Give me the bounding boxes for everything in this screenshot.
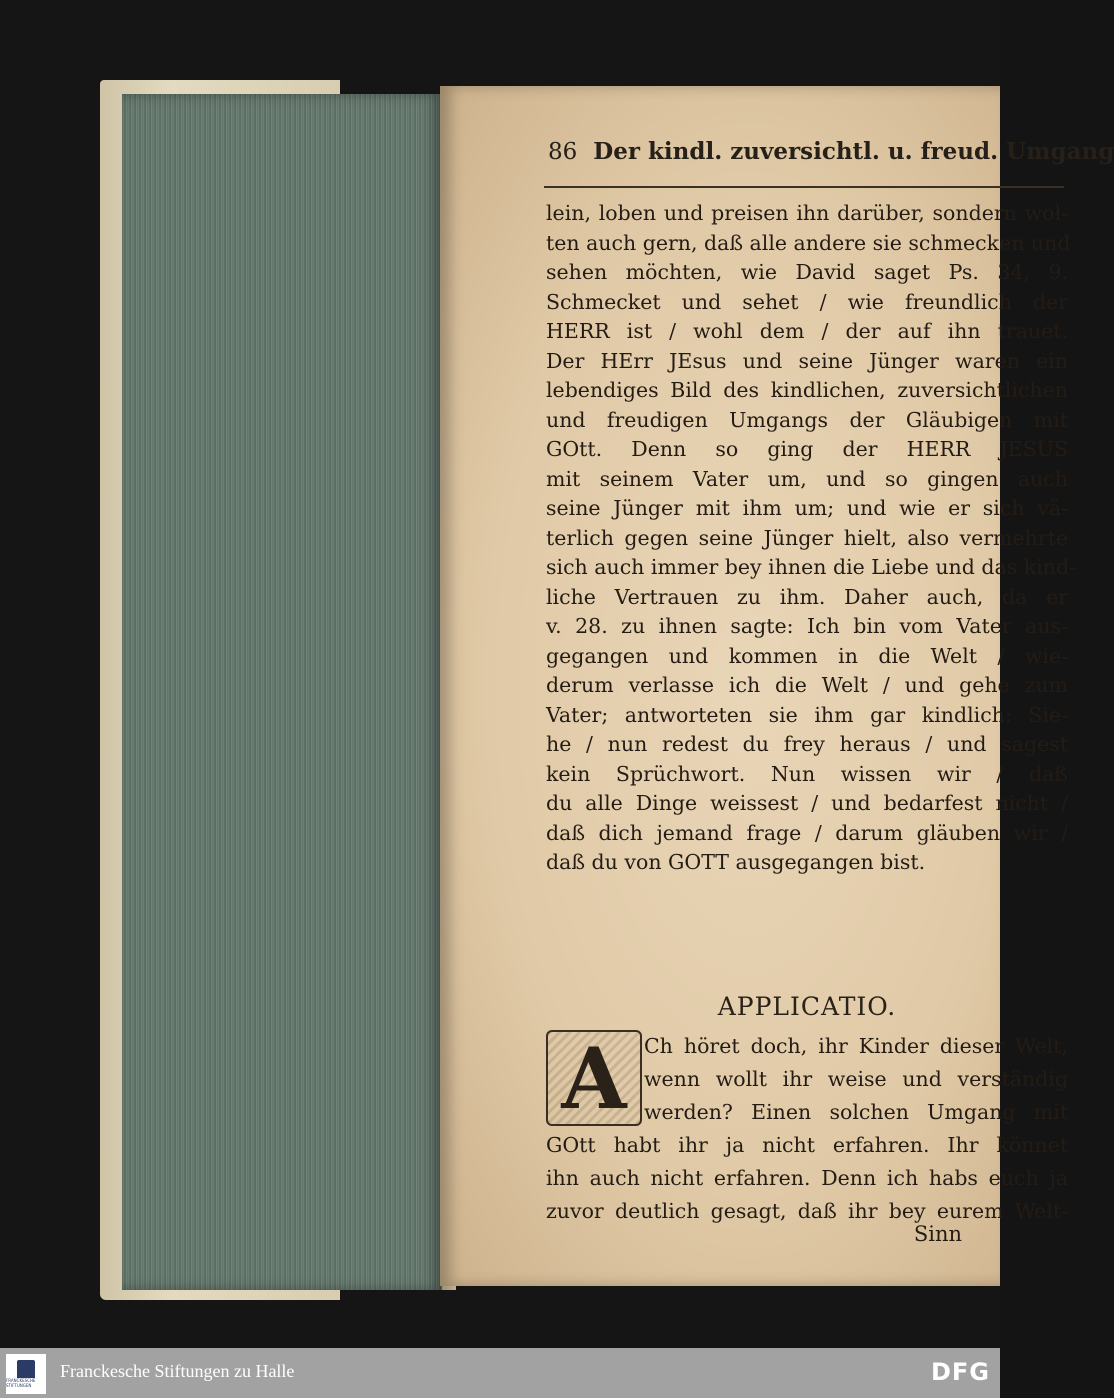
text-line: v. 28. zu ihnen sagte: Ich bin vom Vater aus- [546, 614, 1068, 638]
text-line: sich auch immer bey ihnen die Liebe und das kind- [546, 555, 1077, 579]
text-line: derum verlasse ich die Welt / und gehe zum [546, 673, 1068, 697]
text-line: he / nun redest du frey heraus / und sagest [546, 732, 1068, 756]
dfg-logo[interactable]: DFG [930, 1358, 990, 1386]
running-header [548, 138, 1114, 178]
decorated-initial: A [546, 1030, 642, 1126]
text-line: seine Jünger mit ihm um; und wie er sich vä- [546, 496, 1068, 520]
text-line: GOtt. Denn so ging der HERR JESUS [546, 437, 1068, 461]
text-line: und freudigen Umgangs der Gläubigen mit [546, 407, 1068, 432]
text-line: daß du von GOTT ausgegangen bist. [546, 850, 926, 874]
application-text [546, 1030, 1068, 1228]
book-page [440, 86, 1114, 1286]
text-line: Ch höret doch, ihr Kinder dieser Welt, [644, 1034, 1068, 1058]
text-line: sehen möchten, wie David saget Ps. 34, 9. [546, 260, 1068, 284]
open-book [100, 80, 1114, 1300]
text-line: werden? Einen solchen Umgang mit [644, 1100, 1068, 1124]
body-text [546, 199, 1077, 878]
text-line: lein, loben und preisen ihn darüber, sondern wol- [546, 201, 1068, 225]
text-line: wenn wollt ihr weise und verständig [644, 1067, 1068, 1091]
page-edges [122, 94, 442, 1290]
institution-logo[interactable] [6, 1354, 46, 1394]
section-heading: APPLICATIO. [717, 992, 897, 1021]
text-line: daß dich jemand frage / darum gläuben wir / [546, 820, 1068, 845]
text-line: gegangen und kommen in die Welt / wie- [546, 643, 1068, 668]
running-title: Der kindl. zuversichtl. u. freud. Umgang [593, 138, 1114, 165]
logo-caption: FRANCKESCHE STIFTUNGEN [6, 1378, 36, 1388]
text-line: du alle Dinge weissest / und bedarfest nicht / [546, 791, 1068, 815]
viewer-footer [0, 1348, 1000, 1398]
text-line: ihn auch nicht erfahren. Denn ich habs euch ja [546, 1166, 1068, 1190]
text-line: GOtt habt ihr ja nicht erfahren. Ihr könnet [546, 1133, 1068, 1157]
text-line: ten auch gern, daß alle andere sie schmecken und [546, 230, 1071, 255]
building-icon [17, 1360, 35, 1378]
text-line: Vater; antworteten sie ihm gar kindlich: Sie- [546, 702, 1068, 727]
text-line: terlich gegen seine Jünger hielt, also vermehrte [546, 525, 1068, 550]
header-rule [544, 186, 1064, 188]
institution-name[interactable]: Franckesche Stiftungen zu Halle [60, 1361, 295, 1381]
text-line: mit seinem Vater um, und so gingen auch [546, 466, 1068, 491]
text-line: Der HErr JEsus und seine Jünger waren ein [546, 348, 1068, 373]
text-line: Schmecket und sehet / wie freundlich der [546, 289, 1068, 314]
text-line: lebendiges Bild des kindlichen, zuversichtlichen [546, 378, 1068, 402]
text-line: HERR ist / wohl dem / der auf ihn trauet. [546, 319, 1068, 343]
catchword: Sinn [913, 1222, 962, 1246]
text-line: liche Vertrauen zu ihm. Daher auch, da er [546, 584, 1068, 609]
text-line: zuvor deutlich gesagt, daß ihr bey eurem Welt- [546, 1199, 1068, 1223]
text-line: kein Sprüchwort. Nun wissen wir / daß [546, 761, 1068, 786]
page-number: 86 [548, 139, 578, 165]
